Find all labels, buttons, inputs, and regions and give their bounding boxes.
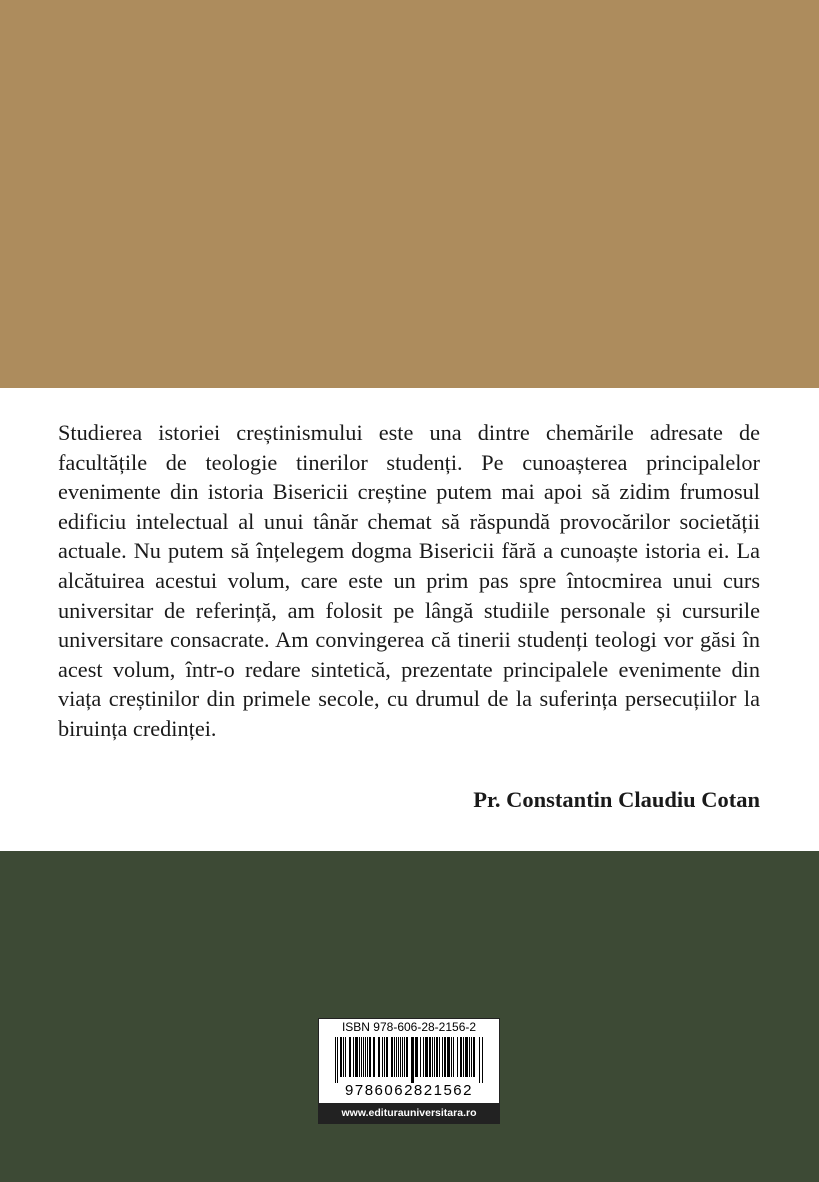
barcode-bar [429, 1037, 431, 1077]
barcode-bar [363, 1037, 364, 1077]
barcode-bar [369, 1037, 371, 1077]
barcode-bar [353, 1037, 354, 1077]
barcode-bar [442, 1037, 443, 1077]
barcode-bar [386, 1037, 388, 1077]
barcode-bar [391, 1037, 393, 1077]
barcode-bar [453, 1037, 454, 1077]
barcode-bar [378, 1037, 380, 1077]
barcode-bar [343, 1037, 344, 1077]
barcode-bar [367, 1037, 368, 1077]
barcode-bar [384, 1037, 385, 1077]
barcode-bar [406, 1037, 408, 1077]
barcode-bar [340, 1037, 342, 1077]
barcode-bar [434, 1037, 435, 1077]
barcode-bar [402, 1037, 403, 1077]
barcode-bar [479, 1037, 480, 1083]
barcode-bars [335, 1037, 483, 1083]
barcode-bar [420, 1037, 421, 1077]
top-color-band [0, 0, 819, 388]
isbn-barcode-box [318, 1018, 500, 1124]
barcode-bar [337, 1037, 338, 1083]
barcode-bar [400, 1037, 401, 1077]
barcode-bar [471, 1037, 472, 1077]
barcode-bar [359, 1037, 360, 1077]
barcode-bar [394, 1037, 395, 1077]
barcode-bar [361, 1037, 362, 1077]
barcode-bar [447, 1037, 450, 1077]
barcode-bar [425, 1037, 428, 1077]
barcode-bar [411, 1037, 414, 1083]
barcode-bar [439, 1037, 440, 1077]
publisher-url: www.editurauniversitara.ro [319, 1103, 499, 1123]
bottom-color-band [0, 851, 819, 1182]
isbn-label: ISBN 978-606-28-2156-2 [341, 1020, 477, 1034]
author-name: Pr. Constantin Claudiu Cotan [473, 787, 760, 812]
barcode-bar [382, 1037, 383, 1077]
barcode-bar [432, 1037, 433, 1077]
barcode-bar [482, 1037, 483, 1083]
barcode-bar [335, 1037, 336, 1083]
barcode-digits: 9786062821562 [345, 1082, 473, 1099]
barcode-bar [373, 1037, 375, 1077]
barcode-bar [451, 1037, 452, 1077]
barcode-bar [444, 1037, 446, 1077]
barcode-bar [349, 1037, 351, 1077]
barcode-bar [345, 1037, 346, 1077]
barcode-bar [404, 1037, 405, 1077]
barcode-bar [398, 1037, 399, 1077]
barcode-bar [355, 1037, 358, 1077]
barcode-bar [457, 1037, 458, 1077]
barcode-bar [423, 1037, 424, 1077]
barcode-bar [473, 1037, 475, 1077]
back-cover-text-block [0, 388, 819, 851]
barcode-bar [469, 1037, 470, 1077]
barcode-bar [465, 1037, 468, 1077]
blurb-paragraph: Studierea istoriei creștinismului este una dintre chemările adresate de facultățile de teologie tinerilor studenți. Pe cunoașterea principalelor evenimente din istoria Bisericii creștine putem mai apoi să zidim frumosul edificiu intelectual al unui tânăr chemat să răspundă provocărilor societății actuale. Nu putem să înțelegem dogma Bisericii fără a cunoaște istoria ei. La alcătuirea acestui volum, care este un prim pas spre întocmirea unui curs universitar de referință, am folosit pe lângă studiile personale și cursurile universitare consacrate. Am convingerea că tinerii studenți teologi vor găsi în acest volum, într-o redare sintetică, prezentate principalele evenimente din viața creștinilor din primele secole, cu drumul de la suferința persecuțiilor la biruința credinței. [58, 420, 760, 741]
barcode-bar [396, 1037, 397, 1077]
barcode-bar [365, 1037, 366, 1077]
barcode-bar [460, 1037, 462, 1077]
barcode-bar [463, 1037, 464, 1077]
barcode-bar [436, 1037, 438, 1077]
barcode-bar [415, 1037, 418, 1077]
